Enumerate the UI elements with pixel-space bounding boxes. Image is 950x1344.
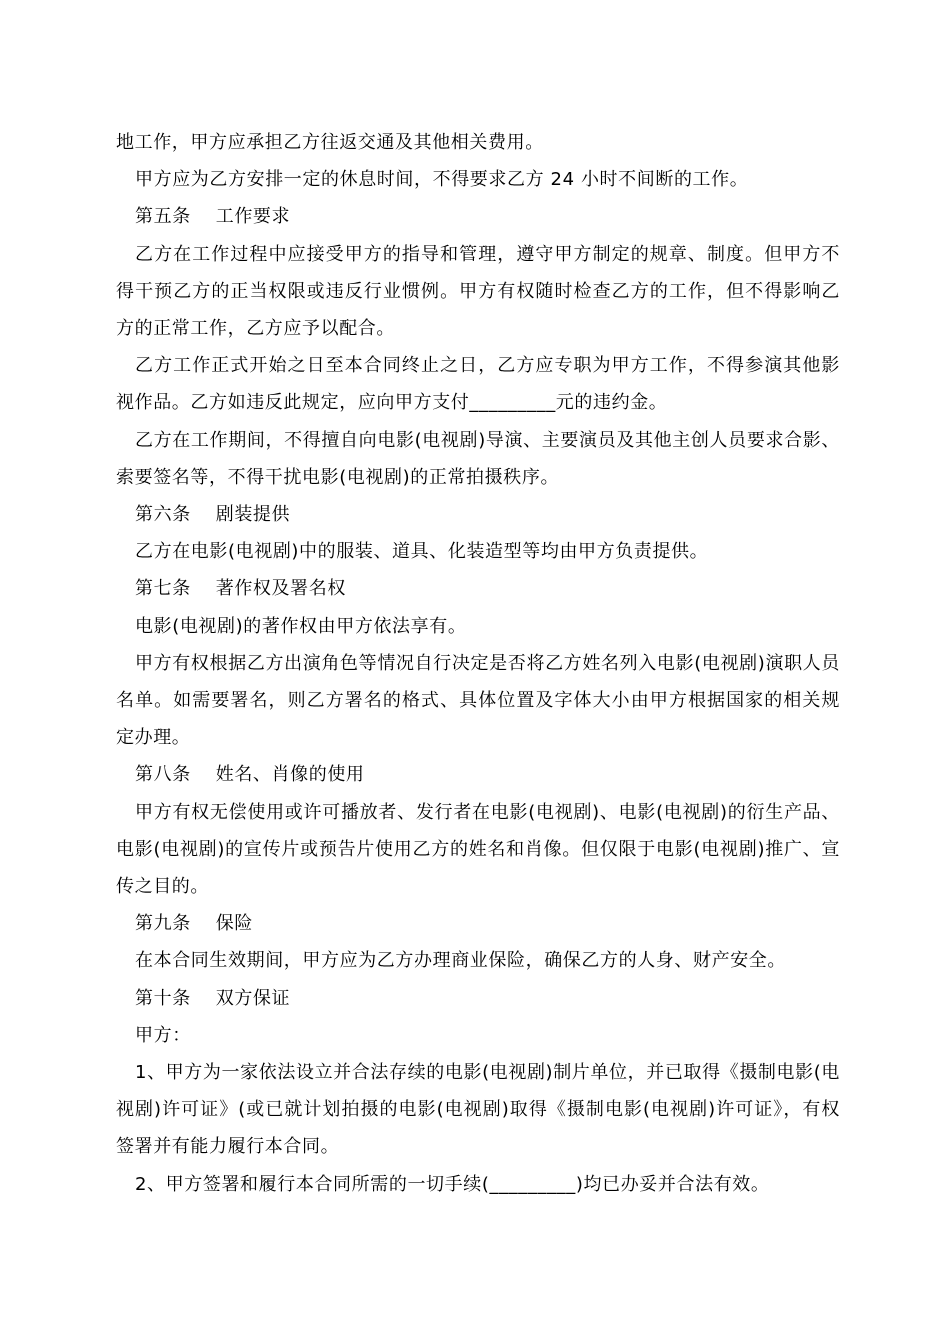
article-heading: 第八条 姓名、肖像的使用 — [135, 764, 365, 786]
paragraph: 乙方在工作过程中应接受甲方的指导和管理，遵守甲方制定的规章、制度。但甲方不得干预乙方的正当权限或违反行业惯例。甲方有权随时检查乙方的工作，但不得影响乙方的正常工作，乙方应予以配合。 — [116, 243, 840, 340]
article-heading: 第九条 保险 — [135, 913, 253, 935]
paragraph: 甲方有权根据乙方出演角色等情况自行决定是否将乙方姓名列入电影(电视剧)演职人员名单。如需要署名，则乙方署名的格式、具体位置及字体大小由甲方根据国家的相关规定办理。 — [116, 652, 840, 749]
paragraph: 乙方工作正式开始之日至本合同终止之日，乙方应专职为甲方工作，不得参演其他影视作品。乙方如违反此规定，应向甲方支付_________元的违约金。 — [116, 355, 840, 414]
paragraph: 乙方在工作期间，不得擅自向电影(电视剧)导演、主要演员及其他主创人员要求合影、索要签名等，不得干扰电影(电视剧)的正常拍摄秩序。 — [116, 429, 840, 488]
paragraph: 地工作，甲方应承担乙方往返交通及其他相关费用。 — [116, 132, 544, 153]
article-heading: 第六条 剧装提供 — [135, 504, 291, 526]
article-heading: 第十条 双方保证 — [135, 987, 291, 1009]
paragraph: 2、甲方签署和履行本合同所需的一切手续(_________)均已办妥并合法有效。 — [135, 1173, 770, 1195]
paragraph: 甲方有权无偿使用或许可播放者、发行者在电影(电视剧)、电影(电视剧)的衍生产品、电影(电视剧)的宣传片或预告片使用乙方的姓名和肖像。但仅限于电影(电视剧)推广、宣传之目的。 — [116, 801, 840, 898]
paragraph: 在本合同生效期间，甲方应为乙方办理商业保险，确保乙方的人身、财产安全。 — [135, 950, 786, 972]
contract-body — [116, 124, 840, 1203]
paragraph: 1、甲方为一家依法设立并合法存续的电影(电视剧)制片单位，并已取得《摄制电影(电视剧)许可证》(或已就计划拍摄的电影(电视剧)取得《摄制电影(电视剧)许可证》，有权签署并有能力履行本合同。 — [116, 1062, 840, 1158]
article-heading: 第五条 工作要求 — [135, 206, 291, 228]
article-heading: 第七条 著作权及署名权 — [135, 578, 346, 600]
paragraph: 甲方： — [135, 1024, 191, 1046]
paragraph: 甲方应为乙方安排一定的休息时间，不得要求乙方 24 小时不间断的工作。 — [135, 169, 749, 191]
paragraph: 电影(电视剧)的著作权由甲方依法享有。 — [135, 615, 467, 637]
paragraph: 乙方在电影(电视剧)中的服装、道具、化装造型等均由甲方负责提供。 — [135, 541, 709, 563]
